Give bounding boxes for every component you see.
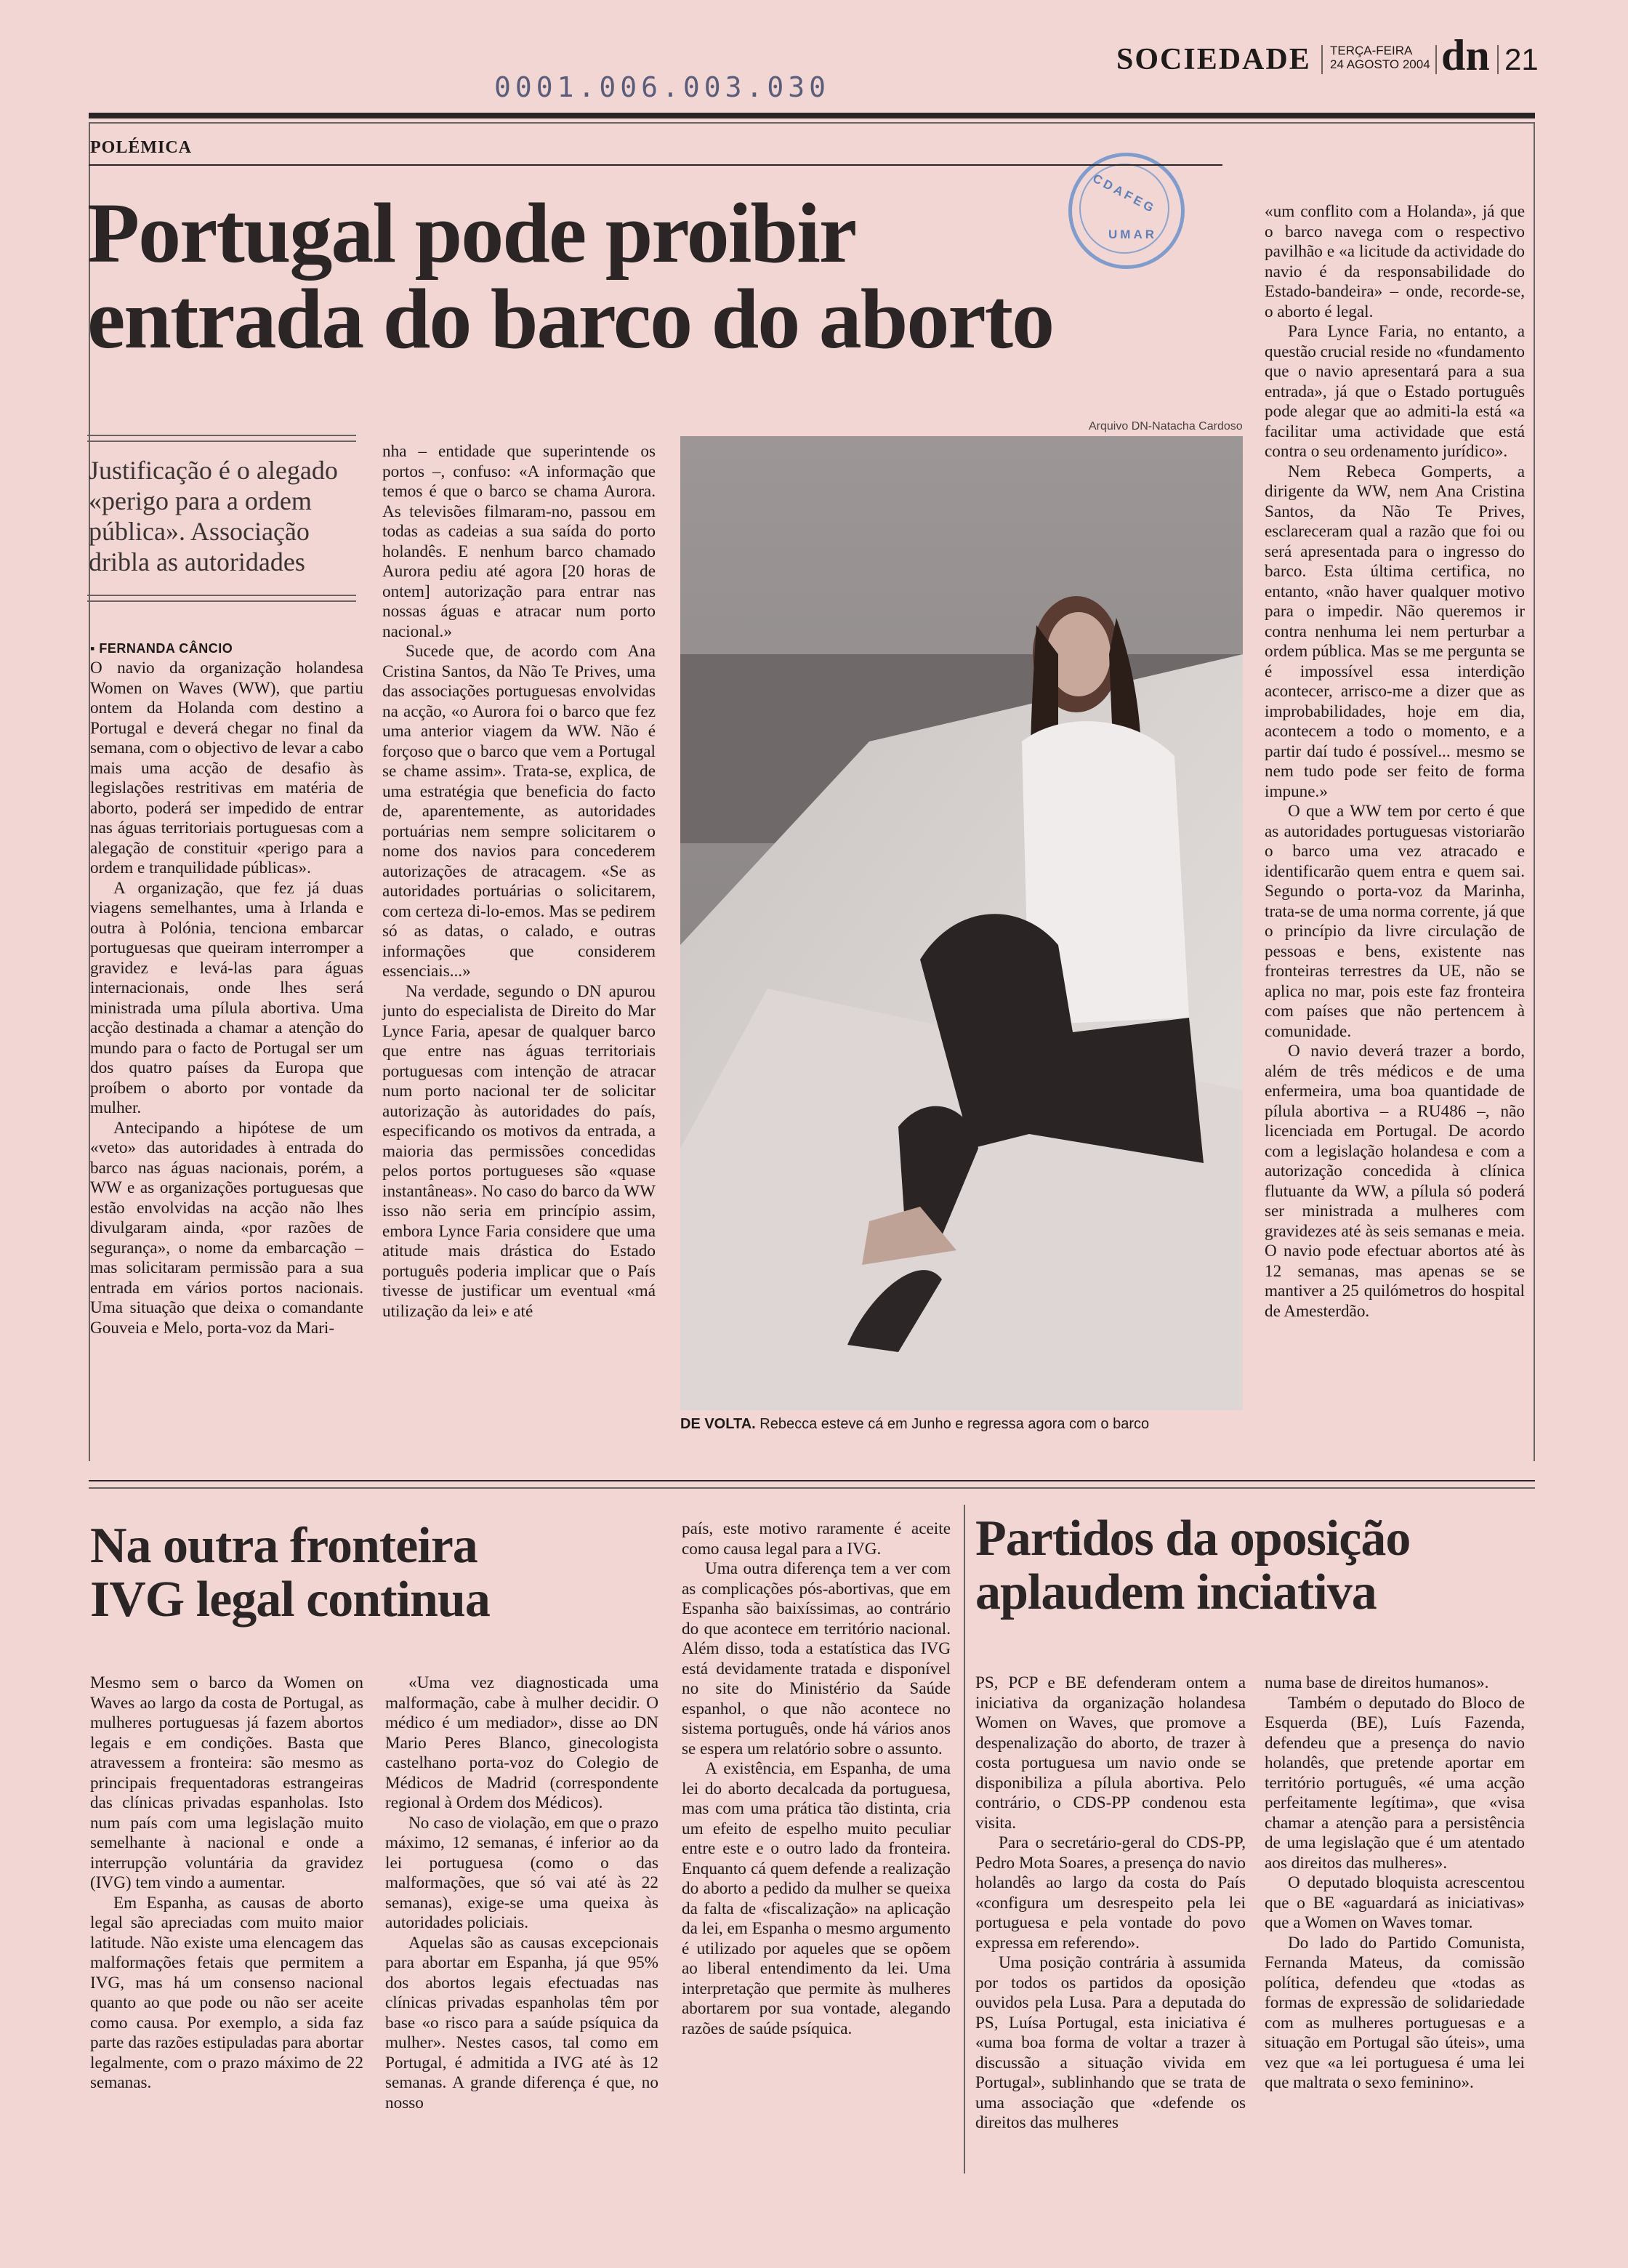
caption-text: Rebecca esteve cá em Junho e regressa agora com o barco: [755, 1416, 1150, 1432]
paragraph: No caso de violação, em que o prazo máximo, 12 semanas, é inferior ao da lei portuguesa (como o das malformações, que só vai até às 22 semanas), exige-se uma queixa às autoridades policiais.: [385, 1813, 658, 1932]
paragraph: O navio da organização holandesa Women on Waves (WW), que partiu ontem da Holanda com destino a Portugal e deverá chegar no final da semana, com o objectivo de levar a cabo mais uma acção de desafio às legislações restritivas em matéria de aborto, poderá ser impedido de entrar nas águas territoriais portuguesas com a alegação de constituir «perigo para a ordem e tranquilidade públicas».: [90, 659, 363, 877]
paragraph: O deputado bloquista acrescentou que o BE «aguardará as iniciativas» que a Women on Waves tomar.: [1265, 1873, 1525, 1932]
paragraph: A existência, em Espanha, de uma lei do aborto decalcada da portuguesa, mas com uma prática tão distinta, cria um efeito de espelho muito peculiar entre este e o outro lado da fronteira. Enquanto cá quem defende a realização do aborto a pedido da mulher se queixa da falta de «fiscalização» na aplicação da lei, em Espanha o mesmo argumento é utilizado por aqueles que se opõem ao liberal entendimento da lei. Uma interpretação que permite às mulheres abortarem por sua vontade, alegando razões de saúde psíquica.: [682, 1759, 951, 2038]
article2-headline-line1: Na outra fronteira: [90, 1518, 477, 1574]
paragraph: O que a WW tem por certo é que as autoridades portuguesas vistoriarão o barco uma vez atracado e identificarão quem entra e quem sai. Segundo o porta-voz da Marinha, trata-se de uma norma corrente, já que o princípio da livre circulação de pessoas e bens, existente nas fronteiras terrestres da UE, não se aplica no mar, pois este faz fronteira com países que não pertencem à comunidade.: [1265, 802, 1525, 1041]
archive-code-handwritten: 0001.006.003.030: [494, 71, 831, 103]
lower-separator-2: [89, 1487, 1535, 1489]
caption-label: DE VOLTA.: [680, 1416, 756, 1432]
paragraph: «Uma vez diagnosticada uma malformação, cabe à mulher decidir. O médico é um mediador», disse ao DN Mario Peres Blanco, ginecologista castelhano porta-voz do Colegio de Médicos de Madrid (correspondente regional à Ordem dos Médicos).: [385, 1673, 658, 1812]
header-divider: [1321, 45, 1323, 74]
lower-separator: [89, 1480, 1535, 1481]
deck-bottom-rule: [87, 595, 356, 596]
paragraph: PS, PCP e BE defenderam ontem a iniciativa da organização holandesa Women on Waves, que promove a despenalização do aborto, de trazer à costa portuguesa um navio onde se disponibiliza a pílula abortiva. Pelo contrário, o CDS-PP condenou esta visita.: [975, 1673, 1246, 1833]
header-date: [1330, 44, 1430, 71]
paragraph: nha – entidade que superintende os portos –, confuso: «A informação que temos é que o barco se chama Aurora. As televisões filmaram-no, passou em todas as cadeias a sua saída do porto holandês. E nenhum barco chamado Aurora pediu até agora [20 horas de ontem] autorização para entrar nas nossas águas e atracar num porto nacional.»: [382, 442, 656, 641]
main-headline-line2: entrada do barco do aborto: [87, 271, 1054, 366]
kicker-rule: [89, 164, 1222, 166]
paragraph: Nem Rebeca Gomperts, a dirigente da WW, nem Ana Cristina Santos, da Não Te Prives, esclareceram qual a razão que foi ou será apresentada para o ingresso do barco. Esta última certifica, no entanto, «não haver qualquer motivo para o impedir. Não queremos ir contra nenhuma lei nem perturbar a ordem pública. Mas se me pergunta se é impossível essa interdição acontecer, arrisco-me a dizer que as improbabilidades, hoje em dia, acontecem a todo o momento, e a partir daí tudo é possível... mesmo se nem tudo pode ser feito de forma impune.»: [1265, 462, 1525, 801]
top-rule: [89, 113, 1535, 118]
paragraph: país, este motivo raramente é aceite como causa legal para a IVG.: [682, 1519, 951, 1559]
article3-col-1: [975, 1673, 1246, 2134]
header-weekday: TERÇA-FEIRA: [1330, 44, 1413, 57]
portrait-photo-image: [680, 436, 1243, 1410]
main-col-1: [90, 659, 363, 1338]
paragraph: A organização, que fez já duas viagens semelhantes, uma à Irlanda e outra à Polónia, tenciona embarcar portuguesas que queiram interromper a gravidez e levá-las para águas internacionais, onde lhes será ministrada uma pílula abortiva. Uma acção destinada a chamar a atenção do mundo para o facto de Portugal ser um dos quatro países da Europa que proíbem o aborto por vontade da mulher.: [90, 878, 363, 1117]
paragraph: Uma posição contrária à assumida por todos os partidos da oposição ouvidos pela Lusa. Para a deputada do PS, Luísa Portugal, esta iniciativa é «uma boa forma de voltar a trazer à discussão a situação vivida em Portugal», sublinhando que se trata de uma associação que «defende os direitos das mulheres: [975, 1953, 1246, 2132]
main-headline-line1: Portugal pode proibir: [87, 185, 856, 281]
article3-headline-line2: aplaudem inciativa: [975, 1564, 1377, 1620]
photo-credit: Arquivo DN-Natacha Cardoso: [1089, 420, 1243, 433]
article3-col-2: [1265, 1673, 1525, 2094]
article3-headline: [975, 1512, 1410, 1620]
byline: ▪ FERNANDA CÂNCIO: [90, 641, 233, 656]
column-divider: [964, 1505, 965, 2174]
paragraph: Do lado do Partido Comunista, Fernanda Mateus, da comissão política, defendeu que «todas as formas de expressão de solidariedade com as mulheres portuguesas e a situação em Portugal são úteis», uma vez que «a lei portuguesa é uma lei que maltrata o sexo feminino».: [1265, 1933, 1525, 2092]
paragraph: Mesmo sem o barco da Women on Waves ao largo da costa de Portugal, as mulheres portuguesas já fazem abortos legais e em condições. Basta que atravessem a fronteira: são mesmo as principais frequentadoras estrangeiras das clínicas privadas espanholas. Isto num país com uma legislação muito semelhante à nacional e onde a interrupção voluntária da gravidez (IVG) tem vindo a aumentar.: [90, 1673, 363, 1892]
deck-top-rule-2: [87, 441, 356, 442]
header-date-value: 24 AGOSTO 2004: [1330, 57, 1430, 71]
main-headline: [87, 185, 1054, 366]
paragraph: Também o deputado do Bloco de Esquerda (BE), Luís Fazenda, defendeu que a presença do navio holandês, que pretende aportar em território português, «é uma acção perfeitamente legítima», que «visa chamar a atenção para a persistência de uma legislação que é um atentado aos direitos das mulheres».: [1265, 1693, 1525, 1873]
frame-right: [1534, 122, 1535, 1461]
deck-bottom-rule-2: [87, 600, 356, 602]
paragraph: Antecipando a hipótese de um «veto» das autoridades à entrada do barco nas águas nacionais, porém, a WW e as organizações portuguesas que estão envolvidas na acção não lhes divulgaram ainda, «por razões de segurança», o nome da embarcação – mas solicitaram permissão para a sua entrada em vários portos nacionais. Uma situação que deixa o comandante Gouveia e Melo, porta-voz da Mari-: [90, 1118, 363, 1338]
top-hairline: [89, 122, 1535, 124]
paragraph: numa base de direitos humanos».: [1265, 1673, 1489, 1692]
photo-caption: [680, 1416, 1243, 1433]
article2-col-1: [90, 1673, 363, 2094]
header-divider: [1435, 45, 1437, 74]
paragraph: Na verdade, segundo o DN apurou junto do especialista de Direito do Mar Lynce Faria, apesar de qualquer barco que entre nas águas territoriais portuguesas com intenção de atracar num porto nacional ter de solicitar autorização às autoridades do país, especificando os motivos da entrada, a maioria das permissões concedidas pelos portos portugueses são «quase instantâneas». No caso do barco da WW isso não seria em princípio assim, embora Lynce Faria considere que uma atitude mais drástica do Estado português poderia implicar que o País tivesse de justificar um eventual «má utilização da lei» e até: [382, 981, 656, 1321]
stamp-bottom-text: UMAR: [1108, 228, 1157, 241]
kicker: POLÉMICA: [90, 138, 192, 157]
main-col-2: [382, 442, 656, 1322]
paragraph: Uma outra diferença tem a ver com as complicações pós-abortivas, que em Espanha são baixíssimas, ao contrário do que acontece em território nacional. Além disso, toda a estatística das IVG está devidamente tratada e disponível no site do Ministério da Saúde espanhol, o que não acontece no sistema português, onde há vários anos se espera um relatório sobre o assunto.: [682, 1559, 951, 1758]
article2-col-2: [385, 1673, 658, 2113]
section-title: SOCIEDADE: [1116, 43, 1311, 76]
portrait-photo: [680, 436, 1243, 1410]
paragraph: Para Lynce Faria, no entanto, a questão crucial reside no «fundamento que o navio apresentará para a sua entrada», já que o Estado português pode alegar que ao admiti-la está «a facilitar uma actividade que está contra o seu ordenamento jurídico».: [1265, 322, 1525, 461]
dn-logo: dn: [1441, 31, 1490, 79]
article2-col-3: [682, 1519, 951, 2039]
article2-headline-line2: IVG legal continua: [90, 1572, 490, 1628]
header-divider: [1497, 45, 1499, 74]
archive-stamp: [1068, 153, 1185, 269]
article3-headline-line1: Partidos da oposição: [975, 1511, 1411, 1567]
article2-headline: [90, 1519, 490, 1627]
paragraph: «um conflito com a Holanda», já que o barco navega com o respectivo pavilhão e «a licitude da actividade do navio é da responsabilidade do Estado-bandeira» – onde, recorde-se, o aborto é legal.: [1265, 202, 1525, 321]
paragraph: Aquelas são as causas excepcionais para abortar em Espanha, já que 95% dos abortos legais efectuadas nas clínicas privadas espanholas têm por base «o risco para a saúde psíquica da mulher». Nestes casos, tal como em Portugal, é admitida a IVG até às 12 semanas. A grande diferença é que, no nosso: [385, 1933, 658, 2112]
paragraph: Para o secretário-geral do CDS-PP, Pedro Mota Soares, a presença do navio holandês ao largo da costa do País «configura um desrespeito pela lei portuguesa e pela vontade do povo expressa em referendo».: [975, 1833, 1246, 1953]
paragraph: Em Espanha, as causas de aborto legal são apreciadas com muito maior latitude. Não existe uma elencagem das malformações fetais que permitem a IVG, mas há um consenso nacional quanto ao que pode ou não ser aceite como causa. Por exemplo, a sida faz parte das razões estipuladas para abortar legalmente, com o prazo máximo de 22 semanas.: [90, 1893, 363, 2092]
paragraph: O navio deverá trazer a bordo, além de três médicos e de uma enfermeira, uma boa quantidade de pílula abortiva – a RU486 –, não licenciada em Portugal. De acordo com a legislação holandesa e com a autorização concedida à clínica flutuante da WW, a pílula só poderá ser ministrada a mulheres com gravidezes até às seis semanas e meia. O navio pode efectuar abortos até às 12 semanas, mas apenas se se mantiver a 25 quilómetros do hospital de Amesterdão.: [1265, 1042, 1525, 1321]
paragraph: Sucede que, de acordo com Ana Cristina Santos, da Não Te Prives, uma das associações portuguesas envolvidas na acção, «o Aurora foi o barco que fez uma anterior viagem da WW. Não é forçoso que o barco que vem a Portugal se chame assim». Trata-se, explica, de uma estratégia que beneficia do facto de, aparentemente, as autoridades portuárias nem sempre solicitarem o nome dos navios para concederem autorizações de atracagem. «Se as autoridades portuárias o solicitarem, com certeza di-lo-emos. Mas se pedirem só as datas, o calado, e outras informações que considerem essenciais...»: [382, 642, 656, 981]
main-col-3: [1265, 202, 1525, 1322]
stamp-top-text: CDAFEG: [1090, 171, 1158, 217]
page-number: 21: [1504, 42, 1539, 76]
deck-top-rule: [87, 435, 356, 436]
deck: Justificação é o alegado «perigo para a ordem pública». Associação dribla as autoridades: [89, 456, 338, 576]
